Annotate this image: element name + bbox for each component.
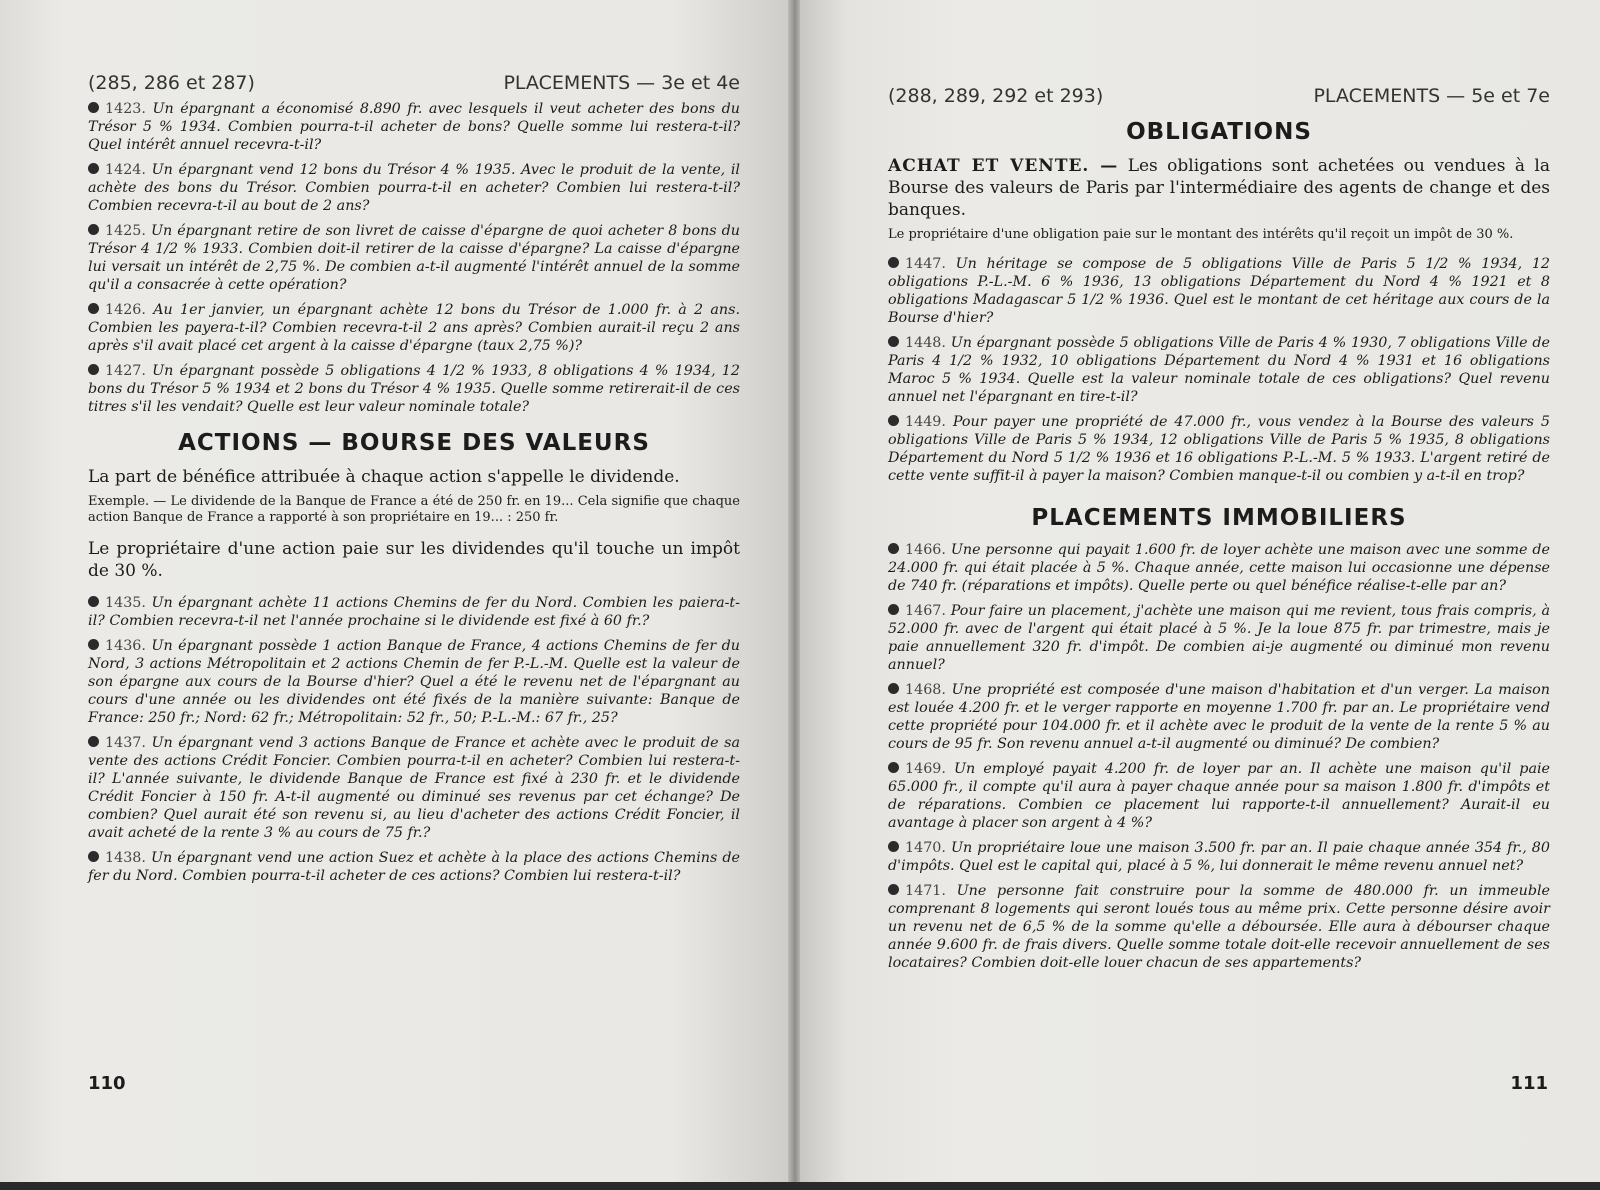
bullet-icon: [88, 639, 99, 650]
exercise-text: Une personne qui payait 1.600 fr. de loyer achète une maison avec une somme de 24.000 fr. qui était placée à 5 %. Chaque année, cette maison lui occasionne une dépense de 740 fr. (réparations et impôts). Quelle perte ou quel bénéfice réalise-t-elle par an?: [888, 542, 1551, 594]
bullet-icon: [888, 604, 899, 615]
exercise-item: [888, 882, 1550, 972]
intro-body: Les obligations sont achetées ou vendues à la Bourse des valeurs de Paris par l'intermédiaire des agents de change et des banques.: [888, 156, 1550, 220]
exercise-number: 1466.: [905, 542, 946, 558]
running-head-right: [888, 85, 1550, 107]
exercise-number: 1426.: [105, 302, 146, 318]
bullet-icon: [88, 851, 99, 862]
exercise-number: 1425.: [105, 223, 146, 239]
bullet-icon: [88, 736, 99, 747]
running-head-left: [88, 72, 740, 94]
exercise-number: 1437.: [105, 735, 146, 751]
exercise-item: [888, 334, 1550, 406]
exercise-number: 1470.: [905, 840, 946, 856]
exercise-item: [88, 362, 740, 416]
exercise-item: [88, 301, 740, 355]
bullet-icon: [88, 102, 99, 113]
exercise-item: [88, 161, 740, 215]
section-ref: (285, 286 et 287): [88, 72, 255, 94]
intro-lead: ACHAT ET VENTE. —: [888, 156, 1119, 176]
intro-text: La part de bénéfice attribuée à chaque action s'appelle le dividende.: [88, 467, 680, 487]
tax-note: Le propriétaire d'une action paie sur les dividendes qu'il touche un impôt de 30 %.: [88, 539, 740, 581]
tax-note: Le propriétaire d'une obligation paie sur le montant des intérêts qu'il reçoit un impôt de 30 %.: [888, 227, 1514, 242]
exercise-list: [88, 594, 740, 885]
exercise-item: [888, 413, 1550, 485]
exercise-text: Un épargnant vend 12 bons du Trésor 4 % 1935. Avec le produit de la vente, il achète des bons du Trésor. Combien pourra-t-il en acheter? Combien lui restera-t-il? Combien recevra-t-il au bout de 2 ans?: [88, 162, 740, 214]
exercise-number: 1469.: [905, 761, 946, 777]
exercise-item: [88, 594, 740, 630]
left-page: [0, 0, 790, 1182]
right-page: [800, 0, 1600, 1182]
exercise-item: [88, 222, 740, 294]
exercise-item: [888, 760, 1550, 832]
exercise-text: Un propriétaire loue une maison 3.500 fr. par an. Il paie chaque année 354 fr., 80 d'impôts. Quel est le capital qui, placé à 5 %, lui donnerait le même revenu annuel net?: [888, 840, 1550, 874]
running-title: PLACEMENTS — 3e et 4e: [503, 72, 740, 94]
exercise-text: Un héritage se compose de 5 obligations Ville de Paris 5 1/2 % 1934, 12 obligations P.-L.-M. 6 % 1936, 13 obligations Département du Nord 4 % 1921 et 8 obligations Madagascar 5 1/2 % 1936. Quel est le montant de cet héritage aux cours de la Bourse d'hier?: [888, 256, 1551, 326]
bullet-icon: [888, 762, 899, 773]
exercise-number: 1423.: [105, 101, 146, 117]
exercise-item: [888, 681, 1550, 753]
exercise-number: 1436.: [105, 638, 146, 654]
bullet-icon: [888, 683, 899, 694]
exercise-number: 1424.: [105, 162, 146, 178]
exercise-item: [88, 734, 740, 842]
exercise-number: 1467.: [905, 603, 946, 619]
running-title: PLACEMENTS — 5e et 7e: [1313, 85, 1550, 107]
exercise-text: Pour payer une propriété de 47.000 fr., vous vendez à la Bourse des valeurs 5 obligations Ville de Paris 5 % 1934, 12 obligations Ville de Paris 5 % 1935, 8 obligations Département du Nord 5 1/2 % 1936 et 16 obligations P.-L.-M. 5 % 1933. L'argent retiré de cette vente suffit-il à payer la maison? Combien manque-t-il ou combien y a-t-il en trop?: [888, 414, 1550, 484]
page-number: 110: [88, 1073, 126, 1094]
intro-text: [888, 155, 1550, 221]
bullet-icon: [888, 257, 899, 268]
exercise-text: Pour faire un placement, j'achète une maison qui me revient, tous frais compris, à 52.000 fr. avec de l'argent qui était placé à 5 %. Je la loue 875 fr. par trimestre, mais je paie annuellement 320 fr. d'impôt. De combien ai-je augmenté ou diminué mon revenu annuel?: [888, 603, 1550, 673]
exercise-item: [888, 602, 1550, 674]
exercise-text: Un épargnant vend 3 actions Banque de France et achète avec le produit de sa vente des actions Crédit Foncier. Combien pourra-t-il en acheter? Combien lui restera-t-il? L'année suivante, le dividende Banque de France est fixé à 230 fr. et le dividende Crédit Foncier à 150 fr. A-t-il augmenté ou diminué ses revenus par cet échange? De combien? Quel aurait été son revenu si, au lieu d'acheter des actions Crédit Foncier, il avait acheté de la rente 3 % au cours de 75 fr.?: [88, 735, 741, 841]
bullet-icon: [888, 415, 899, 426]
exercise-text: Un épargnant possède 1 action Banque de France, 4 actions Chemins de fer du Nord, 3 actions Métropolitain et 2 actions Chemin de fer P.-L.-M. Quelle est la valeur de son épargne aux cours de la Bourse d'hier? Quel a été le revenu net de l'épargnant au cours d'une année ou les dividendes ont été fixés de la manière suivante: Banque de France: 250 fr.; Nord: 62 fr.; Métropolitain: 52 fr., 50; P.-L.-M.: 67 fr., 25?: [88, 638, 740, 726]
exercise-text: Au 1er janvier, un épargnant achète 12 bons du Trésor de 1.000 fr. à 2 ans. Combien les payera-t-il? Combien recevra-t-il 2 ans après? Combien aurait-il reçu 2 ans après s'il avait placé cet argent à la caisse d'épargne (taux 2,75 %)?: [88, 302, 740, 354]
bullet-icon: [88, 364, 99, 375]
page-number: 111: [1510, 1073, 1548, 1094]
exercise-text: Un épargnant possède 5 obligations Ville de Paris 4 % 1930, 7 obligations Ville de Paris 4 1/2 % 1932, 10 obligations Département du Nord 4 % 1931 et 16 obligations Maroc 5 % 1934. Quelle est la valeur nominale totale de ces obligations? Quel revenu annuel net l'épargnant en tire-t-il?: [888, 335, 1550, 405]
section-title: PLACEMENTS IMMOBILIERS: [1031, 505, 1407, 531]
exercise-text: Un employé payait 4.200 fr. de loyer par an. Il achète une maison qu'il paie 65.000 fr., il compte qu'il aura à payer chaque année pour sa maison 1.800 fr. d'impôts et de réparations. Combien ce placement lui rapporte-t-il annuellement? Aurait-il eu avantage à placer son argent à 4 %?: [888, 761, 1550, 831]
bullet-icon: [888, 884, 899, 895]
exercise-list: [88, 100, 740, 416]
exercise-number: 1438.: [105, 850, 146, 866]
exercise-item: [888, 541, 1550, 595]
section-ref: (288, 289, 292 et 293): [888, 85, 1104, 107]
exercise-number: 1448.: [905, 335, 946, 351]
bullet-icon: [88, 224, 99, 235]
section-title: OBLIGATIONS: [1126, 119, 1312, 145]
exercise-list: [888, 255, 1550, 485]
exercise-number: 1435.: [105, 595, 146, 611]
exercise-item: [888, 839, 1550, 875]
exercise-number: 1468.: [905, 682, 946, 698]
exercise-text: Un épargnant a économisé 8.890 fr. avec lesquels il veut acheter des bons du Trésor 5 % 1934. Combien pourra-t-il acheter de bons? Quelle somme lui restera-t-il? Quel intérêt annuel recevra-t-il?: [88, 101, 740, 153]
bullet-icon: [888, 543, 899, 554]
exercise-text: Un épargnant possède 5 obligations 4 1/2 % 1933, 8 obligations 4 % 1934, 12 bons du Trésor 5 % 1934 et 2 bons du Trésor 4 % 1935. Quelle somme retirerait-il de ces titres s'il les vendait? Quelle est leur valeur nominale totale?: [88, 363, 740, 415]
section-title: ACTIONS — BOURSE DES VALEURS: [178, 430, 650, 456]
exercise-text: Un épargnant achète 11 actions Chemins de fer du Nord. Combien les paiera-t-il? Combien recevra-t-il net l'année prochaine si le dividende est fixé à 60 fr.?: [88, 595, 741, 629]
exercise-item: [88, 100, 740, 154]
bullet-icon: [888, 841, 899, 852]
exercise-item: [88, 849, 740, 885]
exercise-text: Un épargnant retire de son livret de caisse d'épargne de quoi acheter 8 bons du Trésor 4 1/2 % 1933. Combien doit-il retirer de la caisse d'épargne? La caisse d'épargne lui versait un intérêt de 2,75 %. De combien a-t-il augmenté l'intérêt annuel de la somme qu'il a consacrée à cette opération?: [88, 223, 740, 293]
exercise-list: [888, 541, 1550, 972]
bullet-icon: [88, 303, 99, 314]
exercise-item: [88, 637, 740, 727]
example-text: Exemple. — Le dividende de la Banque de France a été de 250 fr. en 19... Cela signifie que chaque action Banque de France a rapporté à son propriétaire en 19... : 250 fr.: [88, 494, 740, 525]
bullet-icon: [88, 163, 99, 174]
bullet-icon: [888, 336, 899, 347]
exercise-number: 1471.: [905, 883, 946, 899]
exercise-item: [888, 255, 1550, 327]
exercise-text: Une propriété est composée d'une maison d'habitation et d'un verger. La maison est louée 4.200 fr. et le verger rapporte en moyenne 1.700 fr. par an. Le propriétaire vend cette propriété pour 104.000 fr. et il achète avec le produit de la vente de la rente 5 % au cours de 95 fr. Son revenu annuel a-t-il augmenté ou diminué? De combien?: [888, 682, 1550, 752]
bullet-icon: [88, 596, 99, 607]
exercise-number: 1447.: [905, 256, 946, 272]
exercise-number: 1427.: [105, 363, 146, 379]
exercise-text: Un épargnant vend une action Suez et achète à la place des actions Chemins de fer du Nord. Combien pourra-t-il acheter de ces actions? Combien lui restera-t-il?: [88, 850, 741, 884]
exercise-number: 1449.: [905, 414, 946, 430]
exercise-text: Une personne fait construire pour la somme de 480.000 fr. un immeuble comprenant 8 logements qui seront loués tous au même prix. Cette personne désire avoir un revenu net de 6,5 % de la somme qu'elle a déboursée. Elle aura à débourser chaque année 9.600 fr. de frais divers. Quelle somme totale doit-elle recevoir annuellement de ses locataires? Combien doit-elle louer chacun de ses appartements?: [888, 883, 1550, 971]
